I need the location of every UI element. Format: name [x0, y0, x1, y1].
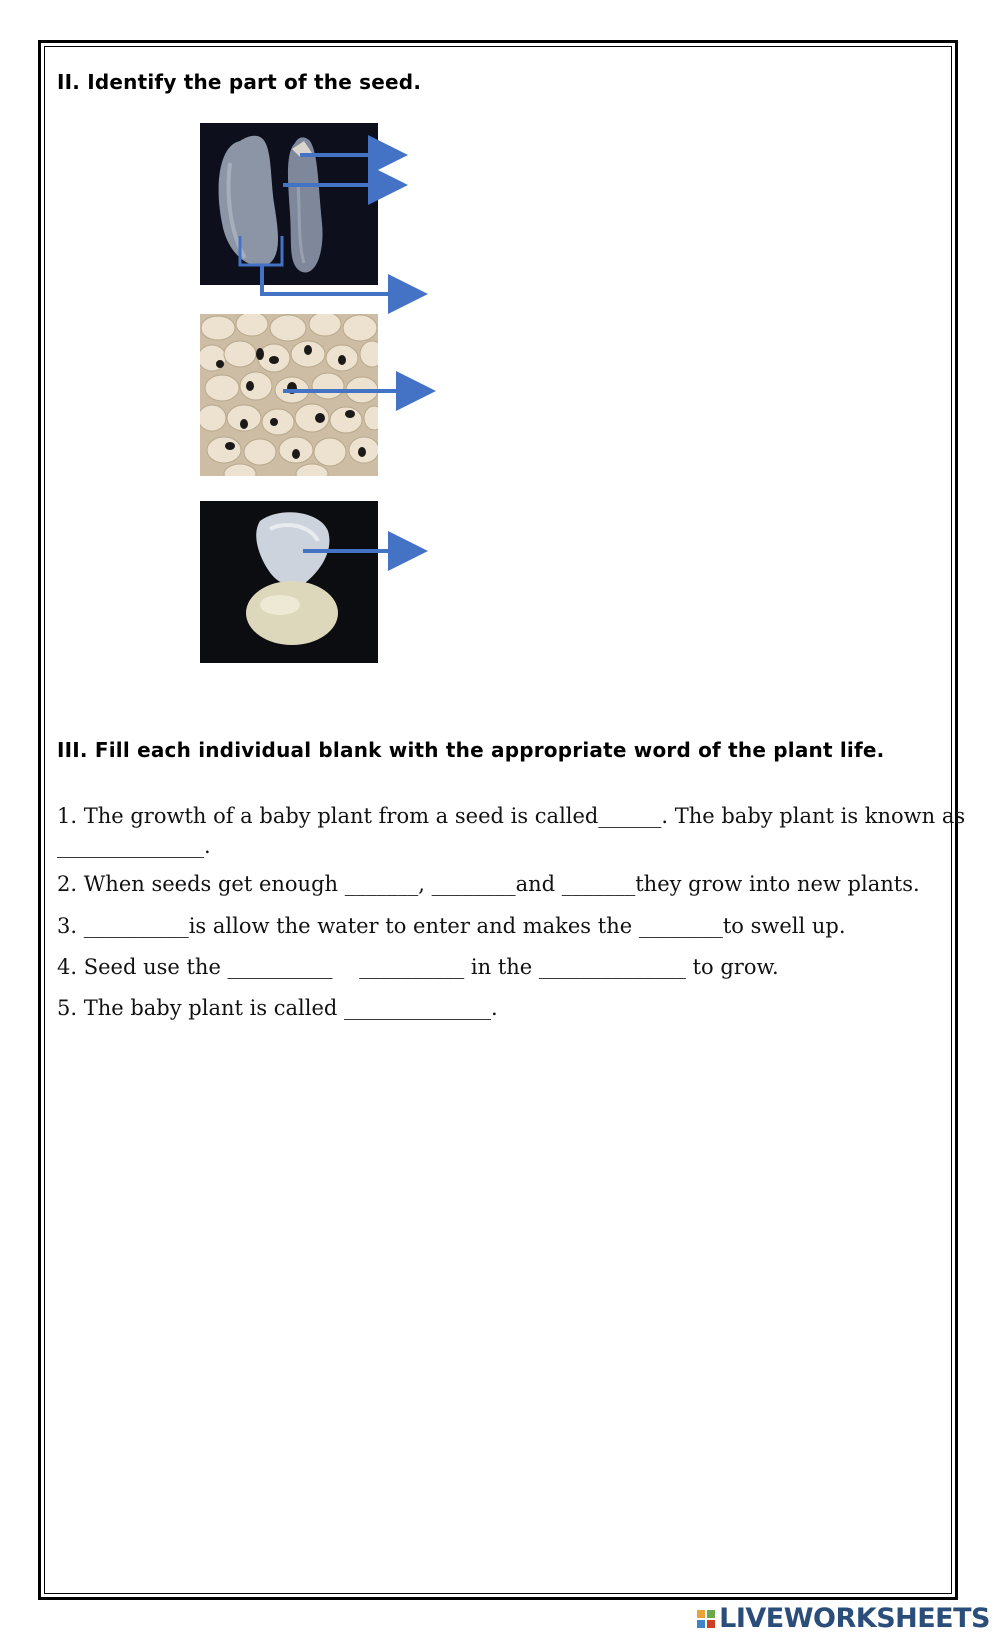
- question-4: 4. Seed use the __________ __________ in the ______________ to grow.: [57, 955, 779, 979]
- question-1: 1. The growth of a baby plant from a seed is called______. The baby plant is known as: [57, 804, 966, 828]
- opened-bean-seed-image: [200, 123, 378, 285]
- question-5: 5. The baby plant is called ______________.: [57, 996, 498, 1020]
- section-3-heading: III. Fill each individual blank with the appropriate word of the plant life.: [57, 738, 885, 762]
- logo-grid-icon: [697, 1610, 715, 1628]
- seed-coat-image: [200, 501, 378, 663]
- question-3: 3. __________is allow the water to enter and makes the ________to swell up.: [57, 914, 846, 938]
- question-1-continued: ______________.: [57, 834, 211, 858]
- liveworksheets-logo: [697, 1603, 990, 1634]
- black-eyed-peas-image: [200, 314, 378, 476]
- brand-text: LIVEWORKSHEETS: [719, 1603, 990, 1634]
- section-2-heading: II. Identify the part of the seed.: [57, 70, 422, 94]
- question-2: 2. When seeds get enough _______, ________and _______they grow into new plants.: [57, 872, 920, 896]
